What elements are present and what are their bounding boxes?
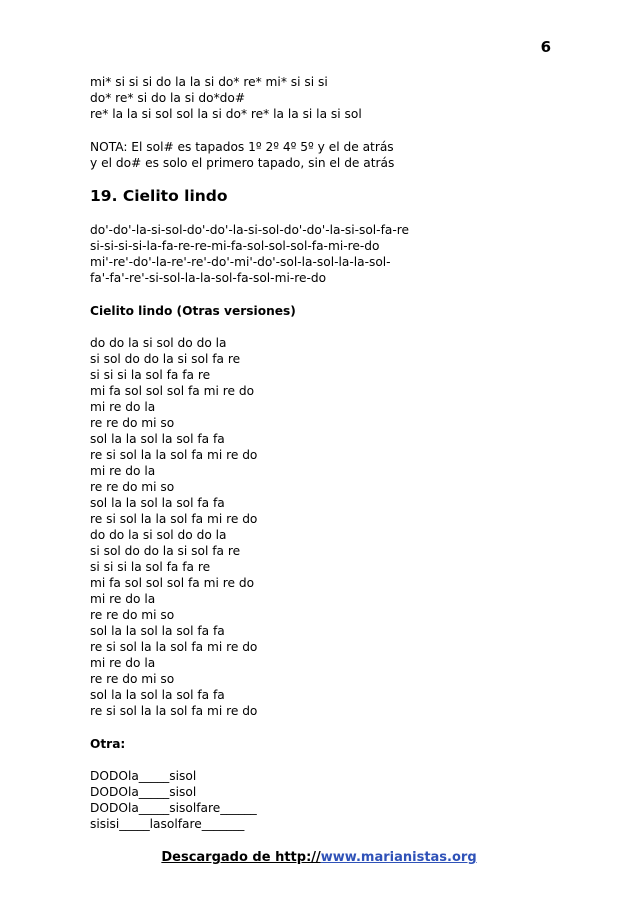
- text-line: mi re do la: [90, 592, 156, 606]
- text-line: si si si la sol fa fa re: [90, 560, 211, 574]
- text-line: sol la la sol la sol fa fa: [90, 624, 225, 638]
- text-line: re si sol la la sol fa mi re do: [90, 512, 258, 526]
- footer-prefix: Descargado de http://: [161, 850, 321, 865]
- text-line: NOTA: El sol# es tapados 1º 2º 4º 5º y el de atrás: [90, 140, 394, 154]
- text-line: mi* si si si do la la si do* re* mi* si si si: [90, 75, 328, 89]
- text-line: DODOla_____sisol: [90, 785, 197, 799]
- text-line: do'-do'-la-si-sol-do'-do'-la-si-sol-do'-do'-la-si-sol-fa-re: [90, 223, 409, 237]
- text-line: re re do mi so: [90, 480, 175, 494]
- text-line: do do la si sol do do la: [90, 336, 227, 350]
- text-line: re re do mi so: [90, 416, 175, 430]
- text-line: sol la la sol la sol fa fa: [90, 688, 225, 702]
- intro-block: [90, 74, 560, 122]
- versions-block: [90, 335, 560, 719]
- text-line: re* la la si sol sol la si do* re* la la si la si sol: [90, 107, 362, 121]
- otra-block: [90, 768, 560, 832]
- text-line: mi fa sol sol sol fa mi re do: [90, 384, 255, 398]
- text-line: si sol do do la si sol fa re: [90, 352, 241, 366]
- text-line: re si sol la la sol fa mi re do: [90, 448, 258, 462]
- note-block: [90, 139, 560, 171]
- page-number: 6: [540, 38, 551, 56]
- text-line: si sol do do la si sol fa re: [90, 544, 241, 558]
- text-line: mi re do la: [90, 656, 156, 670]
- section-title: 19. Cielito lindo: [90, 187, 228, 205]
- text-line: do* re* si do la si do*do#: [90, 91, 246, 105]
- text-line: mi fa sol sol sol fa mi re do: [90, 576, 255, 590]
- document-body: [90, 74, 560, 849]
- text-line: re si sol la la sol fa mi re do: [90, 704, 258, 718]
- text-line: DODOla_____sisolfare______: [90, 801, 257, 815]
- text-line: re re do mi so: [90, 672, 175, 686]
- text-line: si-si-si-si-la-fa-re-re-mi-fa-sol-sol-sol-fa-mi-re-do: [90, 239, 380, 253]
- text-line: sisisi_____lasolfare_______: [90, 817, 245, 831]
- text-line: mi re do la: [90, 400, 156, 414]
- footer: [0, 850, 638, 865]
- text-line: sol la la sol la sol fa fa: [90, 496, 225, 510]
- text-line: y el do# es solo el primero tapado, sin el de atrás: [90, 156, 395, 170]
- text-line: re si sol la la sol fa mi re do: [90, 640, 258, 654]
- text-line: si si si la sol fa fa re: [90, 368, 211, 382]
- text-line: do do la si sol do do la: [90, 528, 227, 542]
- versions-title: Cielito lindo (Otras versiones): [90, 304, 296, 318]
- text-line: mi re do la: [90, 464, 156, 478]
- text-line: re re do mi so: [90, 608, 175, 622]
- cielito-notes-block: [90, 222, 560, 286]
- text-line: DODOla_____sisol: [90, 769, 197, 783]
- text-line: fa'-fa'-re'-si-sol-la-la-sol-fa-sol-mi-re-do: [90, 271, 327, 285]
- footer-link[interactable]: www.marianistas.org: [320, 850, 477, 865]
- otra-title: Otra:: [90, 737, 126, 751]
- text-line: mi'-re'-do'-la-re'-re'-do'-mi'-do'-sol-la-sol-la-la-sol-: [90, 255, 391, 269]
- text-line: sol la la sol la sol fa fa: [90, 432, 225, 446]
